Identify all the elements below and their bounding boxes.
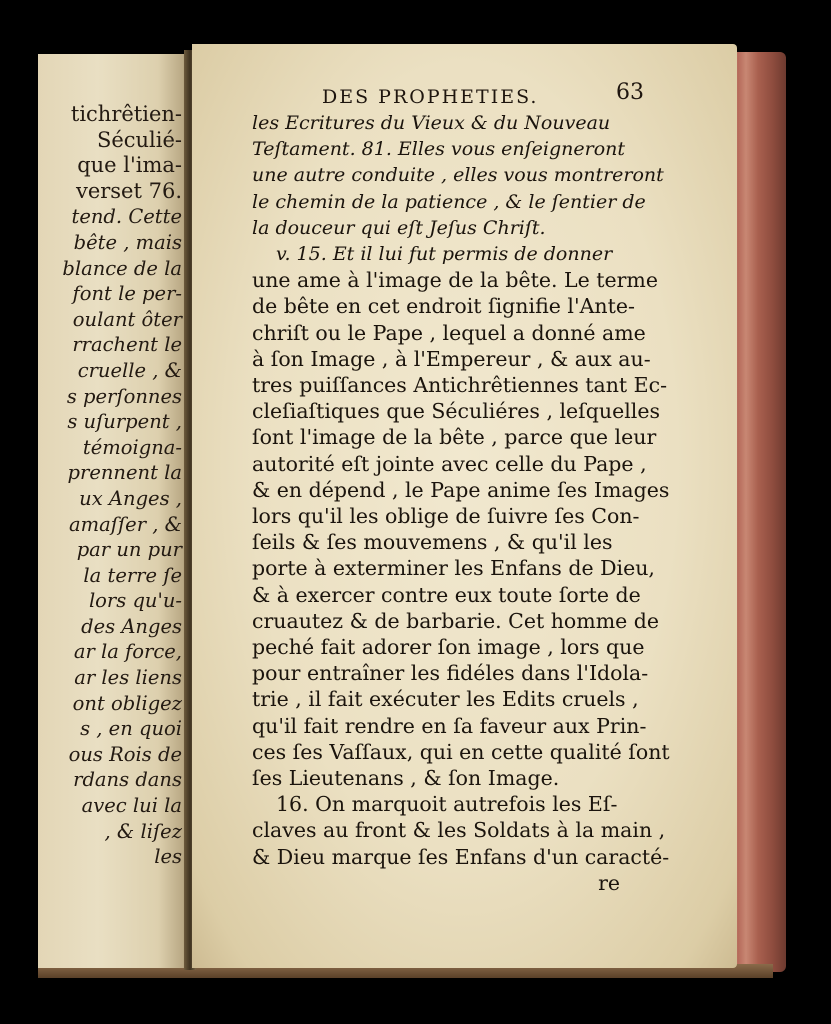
text-line: autorité eſt jointe avec celle du Pape , bbox=[252, 451, 647, 476]
text-line: s uſurpent , bbox=[67, 410, 182, 434]
open-book bbox=[38, 40, 788, 978]
text-line: cleſiaſtiques que Séculiéres , leſquelles bbox=[252, 399, 660, 424]
text-line: s perſonnes bbox=[66, 384, 182, 408]
text-line: que l'ima- bbox=[77, 153, 182, 178]
text-line: la terre ſe bbox=[83, 563, 182, 587]
text-line: verset 76. bbox=[75, 178, 182, 203]
text-line: tres puiſſances Antichrêtiennes tant Ec- bbox=[252, 373, 668, 398]
text-line: le chemin de la patience , & le ſentier de bbox=[252, 190, 646, 213]
text-line: oulant ôter bbox=[72, 307, 182, 331]
text-line: tichrêtien- bbox=[70, 102, 182, 126]
page-number: 63 bbox=[616, 80, 644, 105]
text-line: & en dépend , le Pape anime ſes Images bbox=[252, 477, 670, 502]
text-line: , & liſez bbox=[104, 819, 182, 843]
left-page-text bbox=[42, 102, 182, 870]
text-line: font le per- bbox=[72, 282, 182, 306]
text-line: blance de la bbox=[62, 256, 182, 280]
text-line: une ame à l'image de la bête. Le terme bbox=[252, 268, 659, 293]
text-line: une autre conduite , elles vous montreront bbox=[252, 164, 664, 187]
text-line: pour entraîner les fidéles dans l'Idola- bbox=[252, 661, 649, 686]
text-line: & à exercer contre eux toute ſorte de bbox=[252, 582, 641, 607]
text-line: ſes Lieutenans , & ſon Image. bbox=[252, 766, 560, 791]
text-line: rdans dans bbox=[73, 768, 182, 792]
text-line: ous Rois de bbox=[68, 742, 182, 766]
left-page bbox=[38, 54, 188, 968]
text-line: les Ecritures du Vieux & du Nouveau bbox=[252, 112, 611, 134]
text-line: de bête en cet endroit ſignifie l'Ante- bbox=[252, 294, 635, 319]
text-line: ſeils & ſes mouvemens , & qu'il les bbox=[252, 530, 613, 555]
text-line: témoigna- bbox=[82, 435, 182, 459]
text-line: lors qu'u- bbox=[88, 589, 182, 613]
catchword: re bbox=[598, 870, 620, 895]
text-line: 16. On marquoit autrefois les Eſ- bbox=[276, 792, 618, 817]
text-line: les bbox=[154, 845, 182, 869]
text-line: ces ſes Vaſſaux, qui en cette qualité ſont bbox=[252, 739, 670, 764]
running-head: DES PROPHETIES. bbox=[322, 86, 539, 108]
text-line: à ſon Image , à l'Empereur , & aux au- bbox=[252, 346, 651, 371]
text-line: porte à exterminer les Enfans de Dieu, bbox=[252, 556, 655, 581]
text-line: trie , il fait exécuter les Edits cruels , bbox=[252, 687, 639, 712]
text-line: la douceur qui eſt Jeſus Chriſt. bbox=[252, 216, 546, 239]
text-line: prennent la bbox=[67, 461, 182, 485]
text-line: ar la force, bbox=[73, 640, 182, 664]
text-line: des Anges bbox=[81, 614, 182, 638]
text-line: claves au front & les Soldats à la main , bbox=[252, 818, 666, 843]
text-line: v. 15. Et il lui fut permis de donner bbox=[276, 243, 613, 266]
text-line: Séculié- bbox=[96, 127, 182, 152]
text-line: ont obligez bbox=[72, 691, 182, 715]
text-line: cruelle , & bbox=[77, 358, 182, 382]
text-line: tend. Cette bbox=[71, 205, 182, 229]
text-line: ux Anges , bbox=[79, 486, 182, 510]
text-line: lors qu'il les oblige de ſuivre ſes Con- bbox=[252, 504, 640, 529]
text-line: Teſtament. 81. Elles vous enſeigneront bbox=[252, 138, 626, 161]
right-page-text bbox=[252, 110, 672, 896]
text-line: par un pur bbox=[76, 538, 182, 562]
text-line: avec lui la bbox=[81, 794, 182, 818]
text-line: bête , mais bbox=[73, 230, 182, 254]
text-line: qu'il fait rendre en ſa faveur aux Prin- bbox=[252, 713, 647, 738]
right-page bbox=[192, 44, 737, 968]
text-line: & Dieu marque ſes Enfans d'un caracté- bbox=[252, 844, 670, 869]
text-line: cruautez & de barbarie. Cet homme de bbox=[252, 608, 660, 633]
text-line: s , en quoi bbox=[80, 717, 182, 741]
text-line: ar les liens bbox=[74, 666, 182, 690]
text-line: rrachent le bbox=[72, 333, 182, 357]
text-line: peché fait adorer ſon image , lors que bbox=[252, 635, 645, 660]
text-line: chriſt ou le Pape , lequel a donné ame bbox=[252, 320, 646, 345]
text-line: amaſſer , & bbox=[69, 512, 182, 536]
text-line: ſont l'image de la bête , parce que leur bbox=[252, 425, 657, 450]
